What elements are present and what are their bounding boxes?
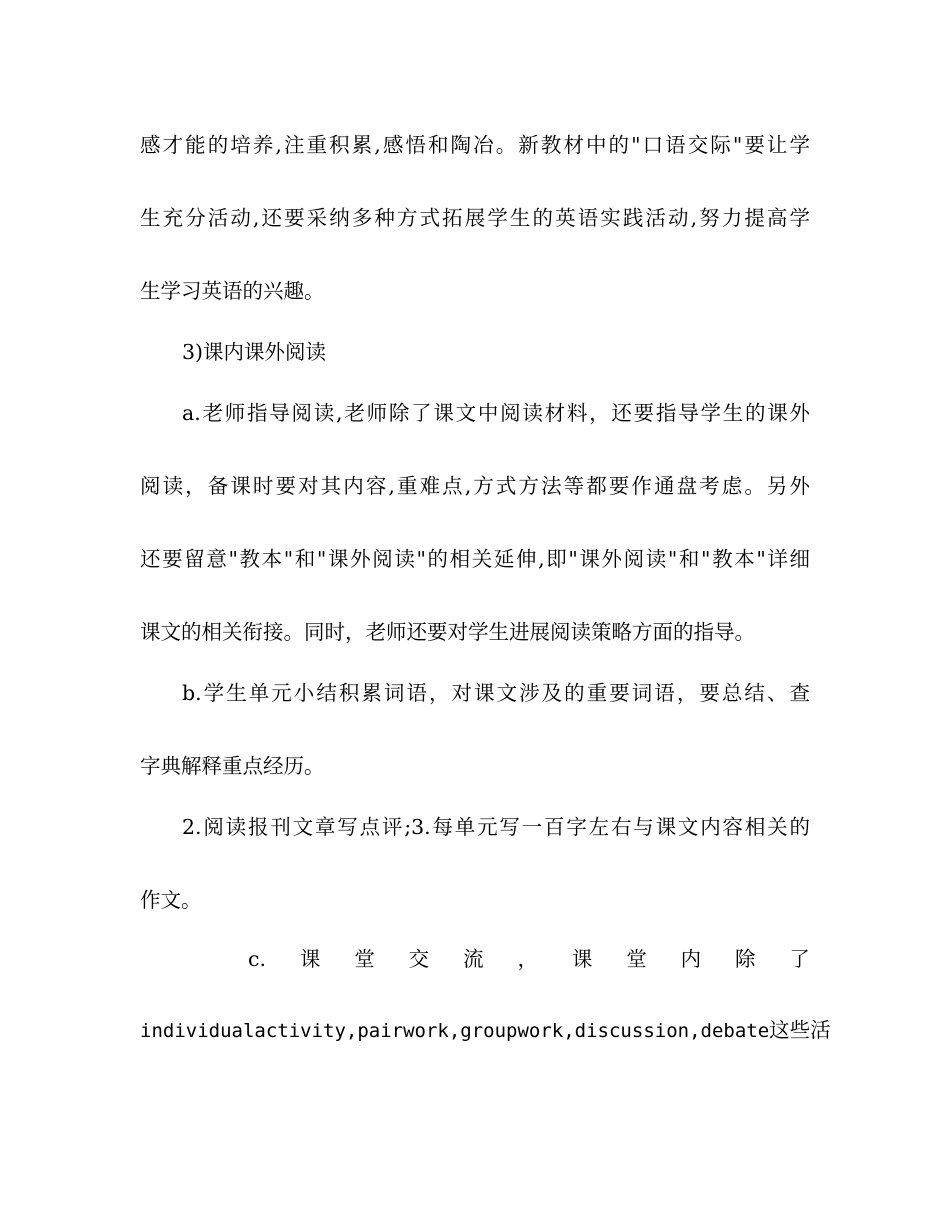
cjk-text: 这些活: [769, 1018, 831, 1042]
word: 了: [789, 947, 810, 971]
word: 堂: [354, 947, 375, 971]
text-line: 字典解释重点经历。: [140, 754, 325, 778]
word: 流: [463, 947, 484, 971]
latin-text: individualactivity,pairwork,groupwork,discussion,debate: [140, 1020, 770, 1042]
text-line: 课文的相关衔接。同时，老师还要对学生进展阅读策略方面的指导。: [140, 620, 755, 644]
word: 课: [571, 947, 593, 971]
text-line: 2.阅读报刊文章写点评;3.每单元写一百字左右与课文内容相关的: [182, 815, 810, 839]
text-line: 感才能的培养,注重积累,感悟和陶冶。新教材中的"口语交际"要让学: [140, 133, 810, 157]
text-line: 还要留意"教本"和"课外阅读"的相关延伸,即"课外阅读"和"教本"详细: [140, 547, 810, 571]
text-line: a.老师指导阅读,老师除了课文中阅读材料，还要指导学生的课外: [182, 401, 810, 425]
text-line: 阅读，备课时要对其内容,重难点,方式方法等都要作通盘考虑。另外: [140, 474, 810, 498]
text-line: 生学习英语的兴趣。: [140, 279, 325, 303]
text-line: 作文。: [140, 888, 202, 912]
text-line: [140, 1016, 831, 1045]
spread-text-line: [248, 945, 810, 973]
word: 课: [299, 947, 321, 971]
text-line: 生充分活动,还要采纳多种方式拓展学生的英语实践活动,努力提高学: [140, 206, 810, 230]
word: 内: [680, 947, 702, 971]
word: 除: [735, 947, 756, 971]
word: c.: [248, 947, 266, 971]
word: ，: [517, 947, 538, 971]
word: 堂: [626, 947, 647, 971]
section-heading: 3)课内课外阅读: [182, 340, 327, 364]
word: 交: [408, 947, 430, 971]
text-line: b.学生单元小结积累词语，对课文涉及的重要词语，要总结、查: [182, 681, 810, 705]
